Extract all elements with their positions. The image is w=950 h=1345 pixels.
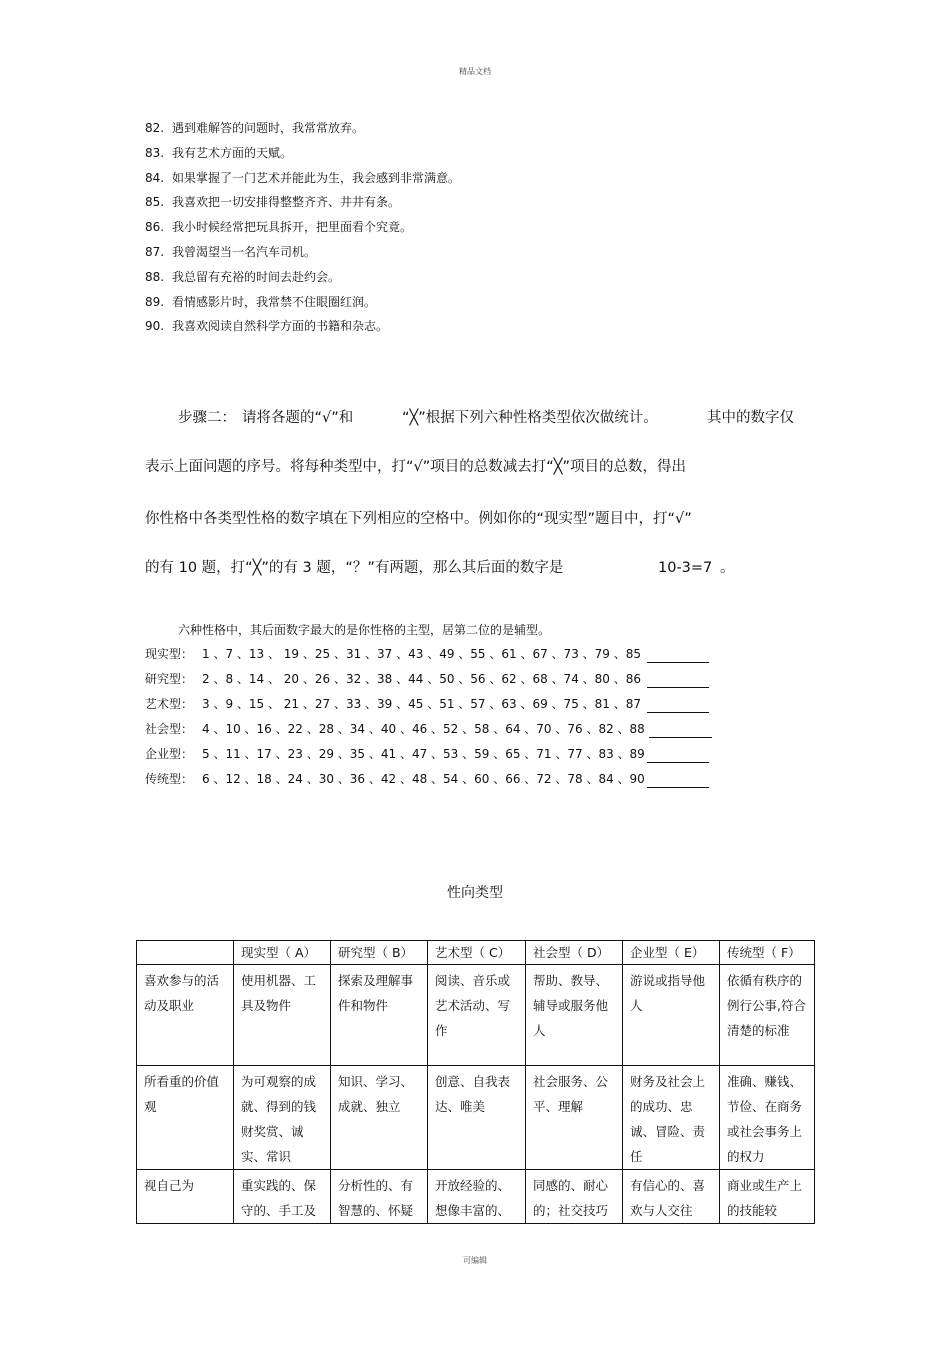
tally-type-name: 艺术型： xyxy=(145,697,194,711)
table-title: 性向类型 xyxy=(447,885,503,901)
question-list xyxy=(145,119,460,342)
table-cell: 有信心的、喜欢与人交往 xyxy=(623,1170,720,1224)
table-row-label: 视自己为 xyxy=(137,1170,234,1224)
tally-row-artistic xyxy=(145,695,641,713)
question-text: 我喜欢把一切安排得整整齐齐、井井有条。 xyxy=(172,195,401,210)
table-cell: 社会服务、公平、理解 xyxy=(526,1066,623,1170)
question-item xyxy=(145,268,460,293)
table-row-label: 喜欢参与的活动及职业 xyxy=(137,965,234,1066)
tally-row-social xyxy=(145,720,645,738)
table-cell: 使用机器、工具及物件 xyxy=(234,965,331,1066)
tally-blank-artistic[interactable] xyxy=(647,712,709,713)
table-cell: 帮助、教导、辅导或服务他人 xyxy=(526,965,623,1066)
step2-line-1a: 步骤二： xyxy=(178,410,236,426)
step2-line-2: 表示上面问题的序号。将每种类型中，打“√”项目的总数减去打“╳”项目的总数，得出 xyxy=(145,459,687,475)
tally-row-conventional xyxy=(145,770,645,788)
step2-example-result: 10-3=7 xyxy=(658,560,713,576)
question-text: 看情感影片时，我常禁不住眼圈红润。 xyxy=(172,294,377,309)
question-item xyxy=(145,119,460,144)
table-header-cell: 企业型（ E） xyxy=(623,941,720,965)
question-text: 我曾渴望当一名汽车司机。 xyxy=(172,244,317,259)
step2-line-4a: 的有 10 题，打“╳”的有 3 题，“？”有两题，那么其后面的数字是 xyxy=(145,560,564,576)
step2-line-4c: 。 xyxy=(720,560,735,576)
table-cell: 分析性的、有智慧的、怀疑 xyxy=(331,1170,428,1224)
table-header-cell: 研究型（ B） xyxy=(331,941,428,965)
question-number: 85. xyxy=(145,195,165,210)
table-cell: 重实践的、保守的、手工及 xyxy=(234,1170,331,1224)
table-cell: 财务及社会上的成功、忠诚、冒险、责任 xyxy=(623,1066,720,1170)
page-header: 精品文档 xyxy=(459,67,491,76)
tally-row-investigative xyxy=(145,670,641,688)
table-cell: 知识、学习、成就、独立 xyxy=(331,1066,428,1170)
question-number: 87. xyxy=(145,244,165,259)
step2-line-3: 你性格中各类型性格的数字填在下列相应的空格中。例如你的“现实型”题目中，打“√” xyxy=(145,511,692,527)
step2-line-1d: 其中的数字仅 xyxy=(707,410,794,426)
tally-blank-enterprising[interactable] xyxy=(647,762,709,763)
tally-blank-conventional[interactable] xyxy=(647,787,709,788)
table-row xyxy=(137,965,815,1066)
step2-line-1b: 请将各题的“√”和 xyxy=(242,410,354,426)
tally-type-name: 传统型： xyxy=(145,772,194,786)
tally-blank-social[interactable] xyxy=(649,737,712,738)
step2-line-1c: “╳”根据下列六种性格类型依次做统计。 xyxy=(402,410,658,426)
table-cell: 阅读、音乐或艺术活动、写作 xyxy=(428,965,526,1066)
question-text: 如果掌握了一门艺术并能此为生，我会感到非常满意。 xyxy=(172,170,461,185)
type-note: 六种性格中，其后面数字最大的是你性格的主型，居第二位的是辅型。 xyxy=(178,623,551,637)
table-row-label: 所看重的价值观 xyxy=(137,1066,234,1170)
tally-row-realistic xyxy=(145,645,641,663)
question-number: 83. xyxy=(145,145,165,160)
table-cell: 同感的、耐心的；社交技巧 xyxy=(526,1170,623,1224)
table-cell: 准确、赚钱、节俭、在商务或社会事务上的权力 xyxy=(720,1066,815,1170)
question-text: 我喜欢阅读自然科学方面的书籍和杂志。 xyxy=(172,319,389,334)
page-footer: 可编辑 xyxy=(463,1256,487,1265)
tally-type-name: 社会型： xyxy=(145,722,194,736)
table-cell: 游说或指导他人 xyxy=(623,965,720,1066)
table-row xyxy=(137,1170,815,1224)
table-header-cell xyxy=(137,941,234,965)
table-cell: 依循有秩序的例行公事,符合清楚的标准 xyxy=(720,965,815,1066)
tally-numbers: 1 、7 、13 、 19 、25 、31 、37 、43 、49 、55 、61 、67 、73 、79 、85 xyxy=(202,647,641,661)
tally-numbers: 6 、12 、18 、24 、30 、36 、42 、48 、54 、60 、66 、72 、78 、84 、90 xyxy=(202,772,645,786)
question-text: 我总留有充裕的时间去赴约会。 xyxy=(172,269,341,284)
table-cell: 开放经验的、想像丰富的、 xyxy=(428,1170,526,1224)
table-header-cell: 传统型（ F） xyxy=(720,941,815,965)
question-item xyxy=(145,169,460,194)
table-cell: 为可观察的成就、得到的钱财奖赏、诚实、常识 xyxy=(234,1066,331,1170)
tally-numbers: 5 、11 、17 、23 、29 、35 、41 、47 、53 、59 、65 、71 、77 、83 、89 xyxy=(202,747,645,761)
table-row xyxy=(137,1066,815,1170)
tally-row-enterprising xyxy=(145,745,645,763)
question-item xyxy=(145,317,460,342)
question-item xyxy=(145,218,460,243)
question-number: 89. xyxy=(145,294,165,309)
question-item xyxy=(145,293,460,318)
question-text: 遇到难解答的问题时，我常常放弃。 xyxy=(172,121,365,135)
question-item xyxy=(145,144,460,169)
tally-blank-realistic[interactable] xyxy=(647,662,709,663)
question-number: 82. xyxy=(145,121,165,135)
table-cell: 商业或生产上的技能较 xyxy=(720,1170,815,1224)
question-number: 90. xyxy=(145,319,165,334)
tally-type-name: 研究型： xyxy=(145,672,194,686)
personality-type-table xyxy=(136,940,815,1224)
tally-type-name: 企业型： xyxy=(145,747,194,761)
tally-numbers: 4 、10 、16 、22 、28 、34 、40 、46 、52 、58 、64 、70 、76 、82 、88 xyxy=(202,722,645,736)
question-item xyxy=(145,193,460,218)
question-text: 我有艺术方面的天赋。 xyxy=(172,145,293,160)
tally-type-name: 现实型： xyxy=(145,647,194,661)
question-number: 86. xyxy=(145,220,165,235)
table-cell: 探索及理解事件和物件 xyxy=(331,965,428,1066)
table-header-row xyxy=(137,941,815,965)
table-header-cell: 现实型（ A） xyxy=(234,941,331,965)
tally-numbers: 2 、8 、14 、 20 、26 、32 、38 、44 、50 、56 、62 、68 、74 、80 、86 xyxy=(202,672,641,686)
question-item xyxy=(145,243,460,268)
table-header-cell: 艺术型（ C） xyxy=(428,941,526,965)
question-number: 84. xyxy=(145,170,165,185)
tally-numbers: 3 、9 、15 、 21 、27 、33 、39 、45 、51 、57 、63 、69 、75 、81 、87 xyxy=(202,697,641,711)
question-number: 88. xyxy=(145,269,165,284)
question-text: 我小时候经常把玩具拆开，把里面看个究竟。 xyxy=(172,220,413,235)
tally-blank-investigative[interactable] xyxy=(647,687,709,688)
table-cell: 创意、自我表达、唯美 xyxy=(428,1066,526,1170)
table-header-cell: 社会型（ D） xyxy=(526,941,623,965)
